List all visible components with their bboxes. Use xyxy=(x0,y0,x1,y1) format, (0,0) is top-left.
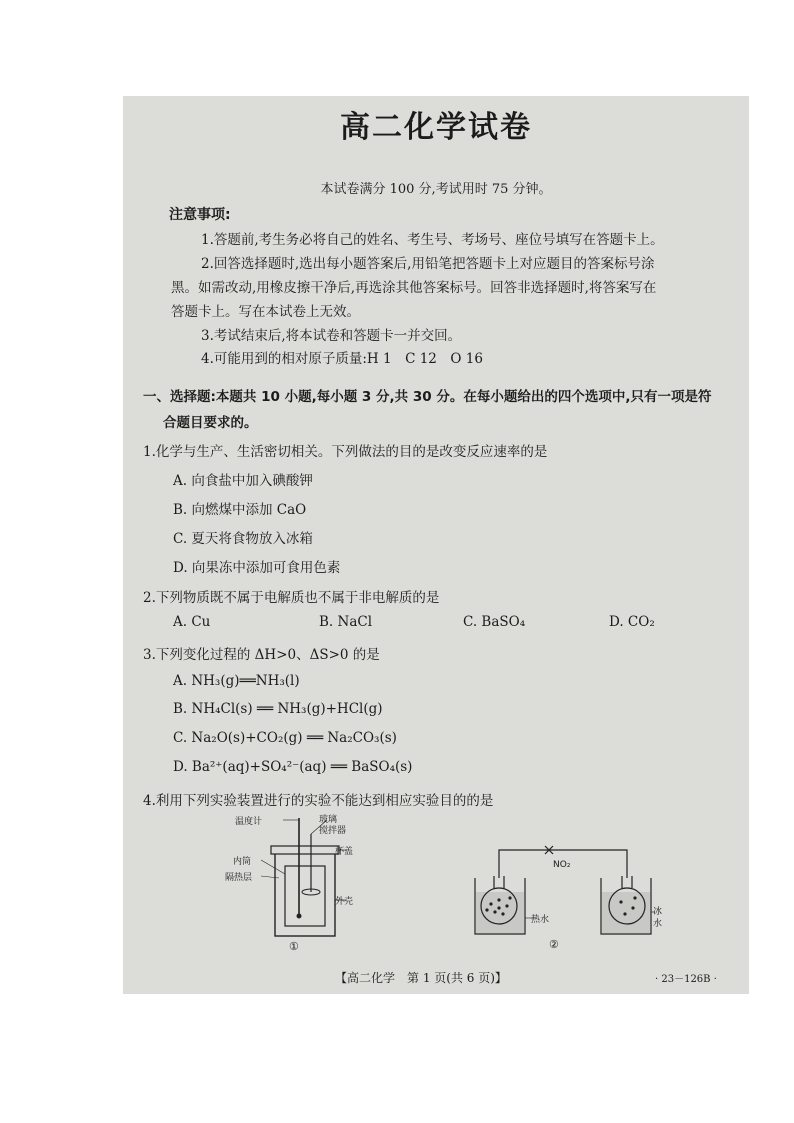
q3-option-c: C. Na₂O(s)+CO₂(g) ══ Na₂CO₃(s) xyxy=(173,730,397,746)
q2-option-a: A. Cu xyxy=(173,614,211,630)
q3-option-b: B. NH₄Cl(s) ══ NH₃(g)+HCl(g) xyxy=(173,701,383,717)
fig1-label-glass: 玻璃 xyxy=(319,815,338,825)
fig1-label-lid: 杯盖 xyxy=(335,847,354,857)
fig1-label-inner-cup: 内筒 xyxy=(233,857,252,867)
notice-item: 答题卡上。写在本试卷上无效。 xyxy=(171,304,360,320)
section-heading-cont: 合题目要求的。 xyxy=(163,415,258,431)
fig2-label-hot-water: 热水 xyxy=(531,915,550,925)
q2-option-d: D. CO₂ xyxy=(609,614,655,630)
question-2-stem: 2.下列物质既不属于电解质也不属于非电解质的是 xyxy=(143,590,440,606)
q1-option-d: D. 向果冻中添加可食用色素 xyxy=(173,560,341,576)
no2-equilibrium-figure xyxy=(463,842,663,958)
fig1-label-insulation: 隔热层 xyxy=(225,873,253,883)
notice-item: 1.答题前,考生务必将自己的姓名、考生号、考场号、座位号填写在答题卡上。 xyxy=(201,232,664,248)
page-footer: 【高二化学 第 1 页(共 6 页)】 xyxy=(335,971,507,985)
q1-option-b: B. 向燃煤中添加 CaO xyxy=(173,502,307,518)
notice-item: 黑。如需改动,用橡皮擦干净后,再选涂其他答案标号。回答非选择题时,将答案写在 xyxy=(171,280,657,296)
notice-heading: 注意事项: xyxy=(169,207,231,223)
fig1-label-thermometer: 温度计 xyxy=(235,817,263,827)
section-heading: 一、选择题:本题共 10 小题,每小题 3 分,共 30 分。在每小题给出的四个选项中,只有一项是符 xyxy=(143,389,712,405)
q3-option-d: D. Ba²⁺(aq)+SO₄²⁻(aq) ══ BaSO₄(s) xyxy=(173,759,413,775)
q2-option-c: C. BaSO₄ xyxy=(463,614,526,630)
notice-item: 3.考试结束后,将本试卷和答题卡一并交回。 xyxy=(201,328,462,344)
fig2-label-no2: NO₂ xyxy=(553,860,571,870)
paper-code: · 23－126B · xyxy=(655,974,717,985)
page-title: 高二化学试卷 xyxy=(340,110,532,145)
question-3-stem: 3.下列变化过程的 ΔH>0、ΔS>0 的是 xyxy=(143,647,380,663)
q1-option-a: A. 向食盐中加入碘酸钾 xyxy=(173,473,313,489)
q2-option-b: B. NaCl xyxy=(319,614,373,630)
fig2-label-water: 水 xyxy=(653,919,663,929)
fig2-number: ② xyxy=(549,938,559,951)
q1-option-c: C. 夏天将食物放入冰箱 xyxy=(173,531,313,547)
question-1-stem: 1.化学与生产、生活密切相关。下列做法的目的是改变反应速率的是 xyxy=(143,444,548,460)
notice-item: 2.回答选择题时,选出每小题答案后,用铅笔把答题卡上对应题目的答案标号涂 xyxy=(201,256,655,272)
fig1-label-stirrer: 搅拌器 xyxy=(319,826,347,836)
fig1-number: ① xyxy=(289,940,299,953)
exam-paper xyxy=(123,96,749,994)
exam-info: 本试卷满分 100 分,考试用时 75 分钟。 xyxy=(320,182,552,197)
question-4-stem: 4.利用下列实验装置进行的实验不能达到相应实验目的的是 xyxy=(143,793,494,809)
notice-item: 4.可能用到的相对原子质量:H 1 C 12 O 16 xyxy=(201,351,483,367)
fig2-label-ice: 冰 xyxy=(653,907,663,917)
fig1-label-shell: 外壳 xyxy=(335,897,354,907)
q3-option-a: A. NH₃(g)══NH₃(l) xyxy=(173,673,300,689)
calorimeter-figure xyxy=(223,814,363,958)
